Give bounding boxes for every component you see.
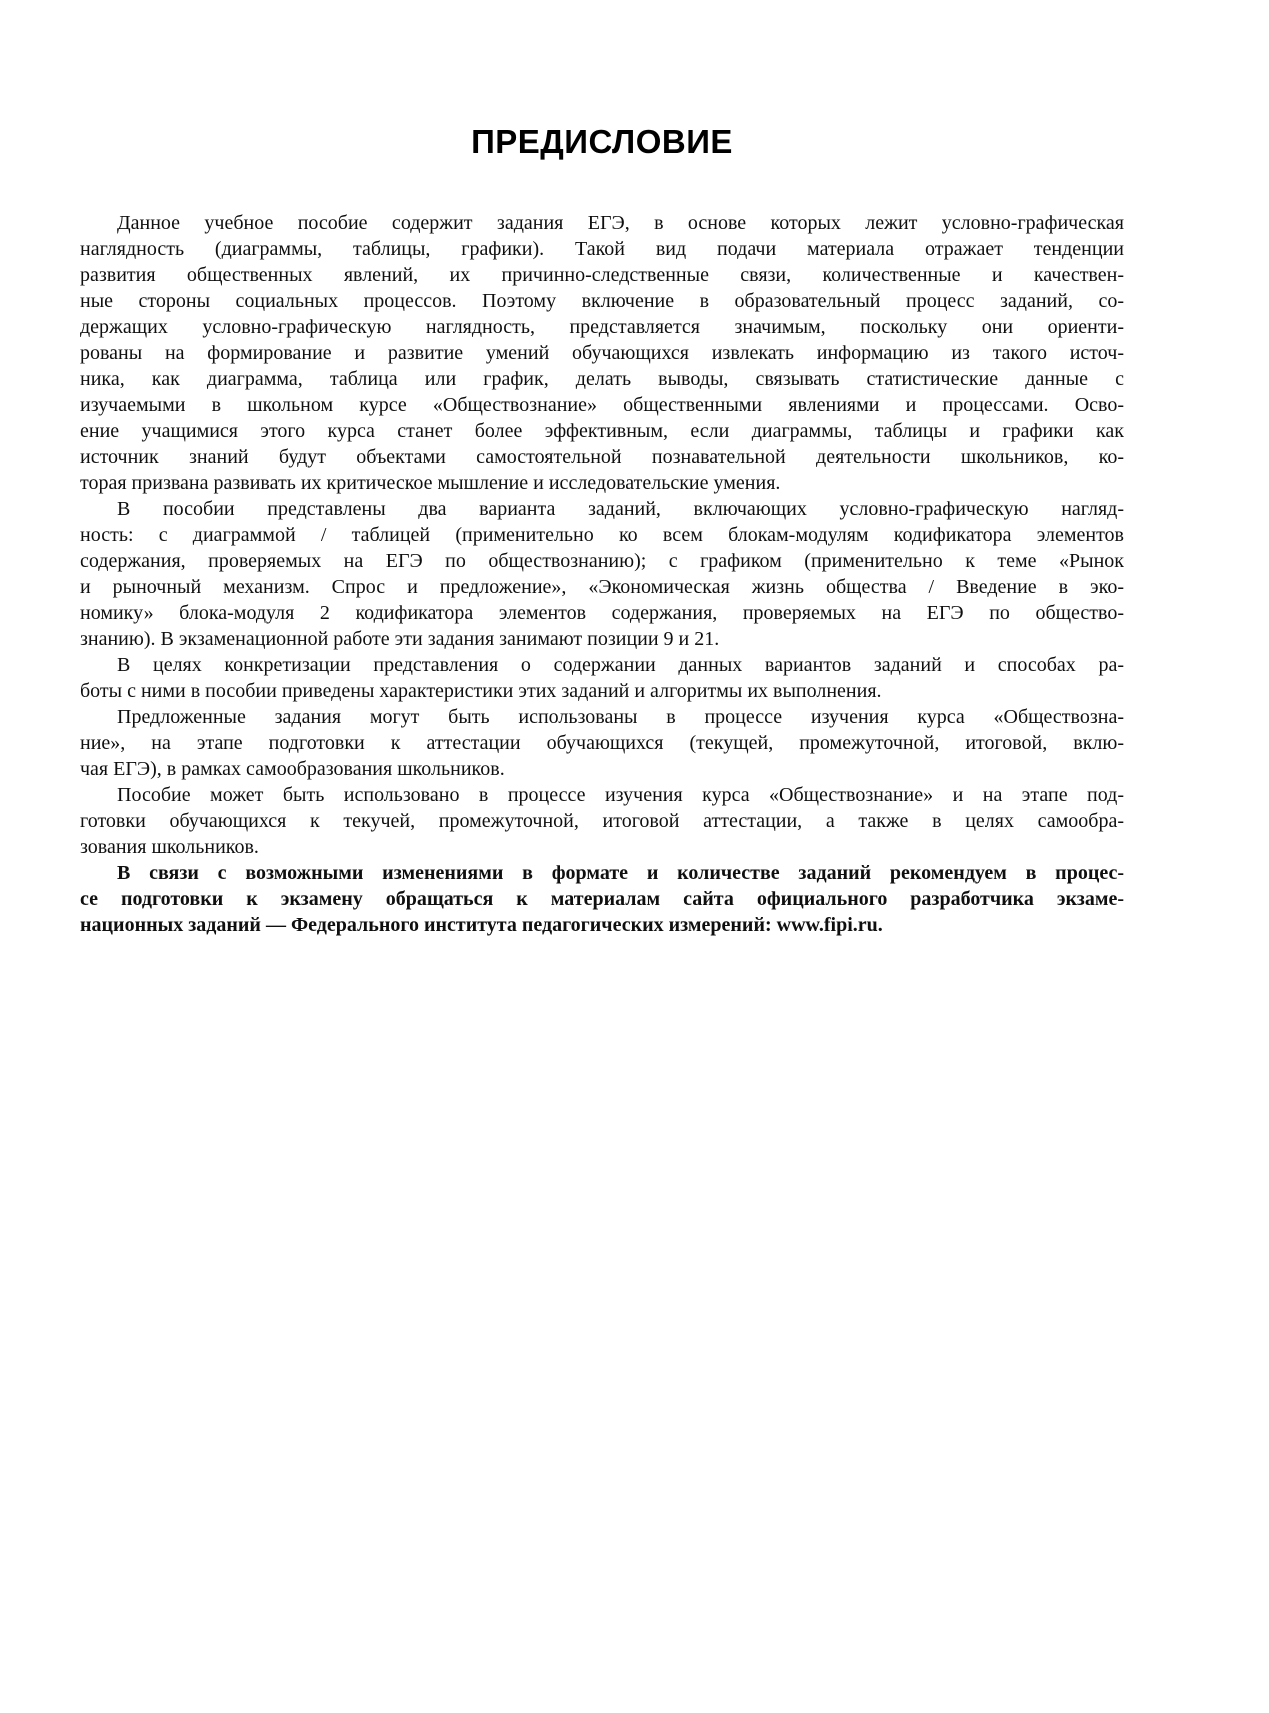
text-line: боты с ними в пособии приведены характеристики этих заданий и алгоритмы их выполнения.	[80, 680, 882, 702]
text-line: торая призвана развивать их критическое мышление и исследовательские умения.	[80, 472, 781, 494]
text-line: содержания, проверяемых на ЕГЭ по обществознанию); с графиком (применительно к теме «Рынок	[80, 550, 1124, 572]
page-title: ПРЕДИСЛОВИЕ	[471, 123, 733, 161]
text-line: держащих условно-графическую наглядность, представляется значимым, поскольку они ориенти-	[80, 316, 1124, 338]
text-line: ность: с диаграммой / таблицей (применительно ко всем блокам-модулям кодификатора элементов	[80, 524, 1124, 546]
text-line: се подготовки к экзамену обращаться к материалам сайта официального разработчика экзаме-	[80, 888, 1124, 910]
text-line: В пособии представлены два варианта заданий, включающих условно-графическую нагляд-	[117, 498, 1124, 520]
text-line: чая ЕГЭ), в рамках самообразования школьников.	[80, 758, 505, 780]
text-line: зования школьников.	[80, 836, 259, 858]
text-line: наглядность (диаграммы, таблицы, графики). Такой вид подачи материала отражает тенденции	[80, 238, 1124, 260]
text-line: ника, как диаграмма, таблица или график, делать выводы, связывать статистические данные с	[80, 368, 1124, 390]
text-line: Пособие может быть использовано в процессе изучения курса «Обществознание» и на этапе под-	[117, 784, 1124, 806]
text-line: В целях конкретизации представления о содержании данных вариантов заданий и способах ра-	[117, 654, 1124, 676]
text-line: Предложенные задания могут быть использованы в процессе изучения курса «Обществозна-	[117, 706, 1124, 728]
paragraph	[80, 782, 1124, 860]
text-line: национных заданий — Федерального института педагогических измерений: www.fipi.ru.	[80, 914, 883, 936]
paragraph	[80, 652, 1124, 704]
text-line: ение учащимися этого курса станет более эффективным, если диаграммы, таблицы и графики как	[80, 420, 1124, 442]
paragraph	[80, 860, 1124, 938]
text-line: источник знаний будут объектами самостоятельной познавательной деятельности школьников, ко-	[80, 446, 1124, 468]
text-line: развития общественных явлений, их причинно-следственные связи, количественные и качествен-	[80, 264, 1124, 286]
text-line: готовки обучающихся к текучей, промежуточной, итоговой аттестации, а также в целях самообра-	[80, 810, 1124, 832]
paragraph	[80, 496, 1124, 652]
text-line: и рыночный механизм. Спрос и предложение», «Экономическая жизнь общества / Введение в эко-	[80, 576, 1124, 598]
paragraph	[80, 210, 1124, 496]
text-line: рованы на формирование и развитие умений обучающихся извлекать информацию из такого источ-	[80, 342, 1124, 364]
text-line: номику» блока-модуля 2 кодификатора элементов содержания, проверяемых на ЕГЭ по общество-	[80, 602, 1124, 624]
text-line: знанию). В экзаменационной работе эти задания занимают позиции 9 и 21.	[80, 628, 720, 650]
text-line: изучаемыми в школьном курсе «Обществознание» общественными явлениями и процессами. Осво-	[80, 394, 1124, 416]
text-line: Данное учебное пособие содержит задания ЕГЭ, в основе которых лежит условно-графическая	[117, 212, 1124, 234]
preface-text	[80, 210, 1124, 938]
text-line: В связи с возможными изменениями в формате и количестве заданий рекомендуем в процес-	[117, 862, 1124, 884]
paragraph	[80, 704, 1124, 782]
text-line: ние», на этапе подготовки к аттестации обучающихся (текущей, промежуточной, итоговой, вклю-	[80, 732, 1124, 754]
text-line: ные стороны социальных процессов. Поэтому включение в образовательный процесс заданий, со-	[80, 290, 1124, 312]
